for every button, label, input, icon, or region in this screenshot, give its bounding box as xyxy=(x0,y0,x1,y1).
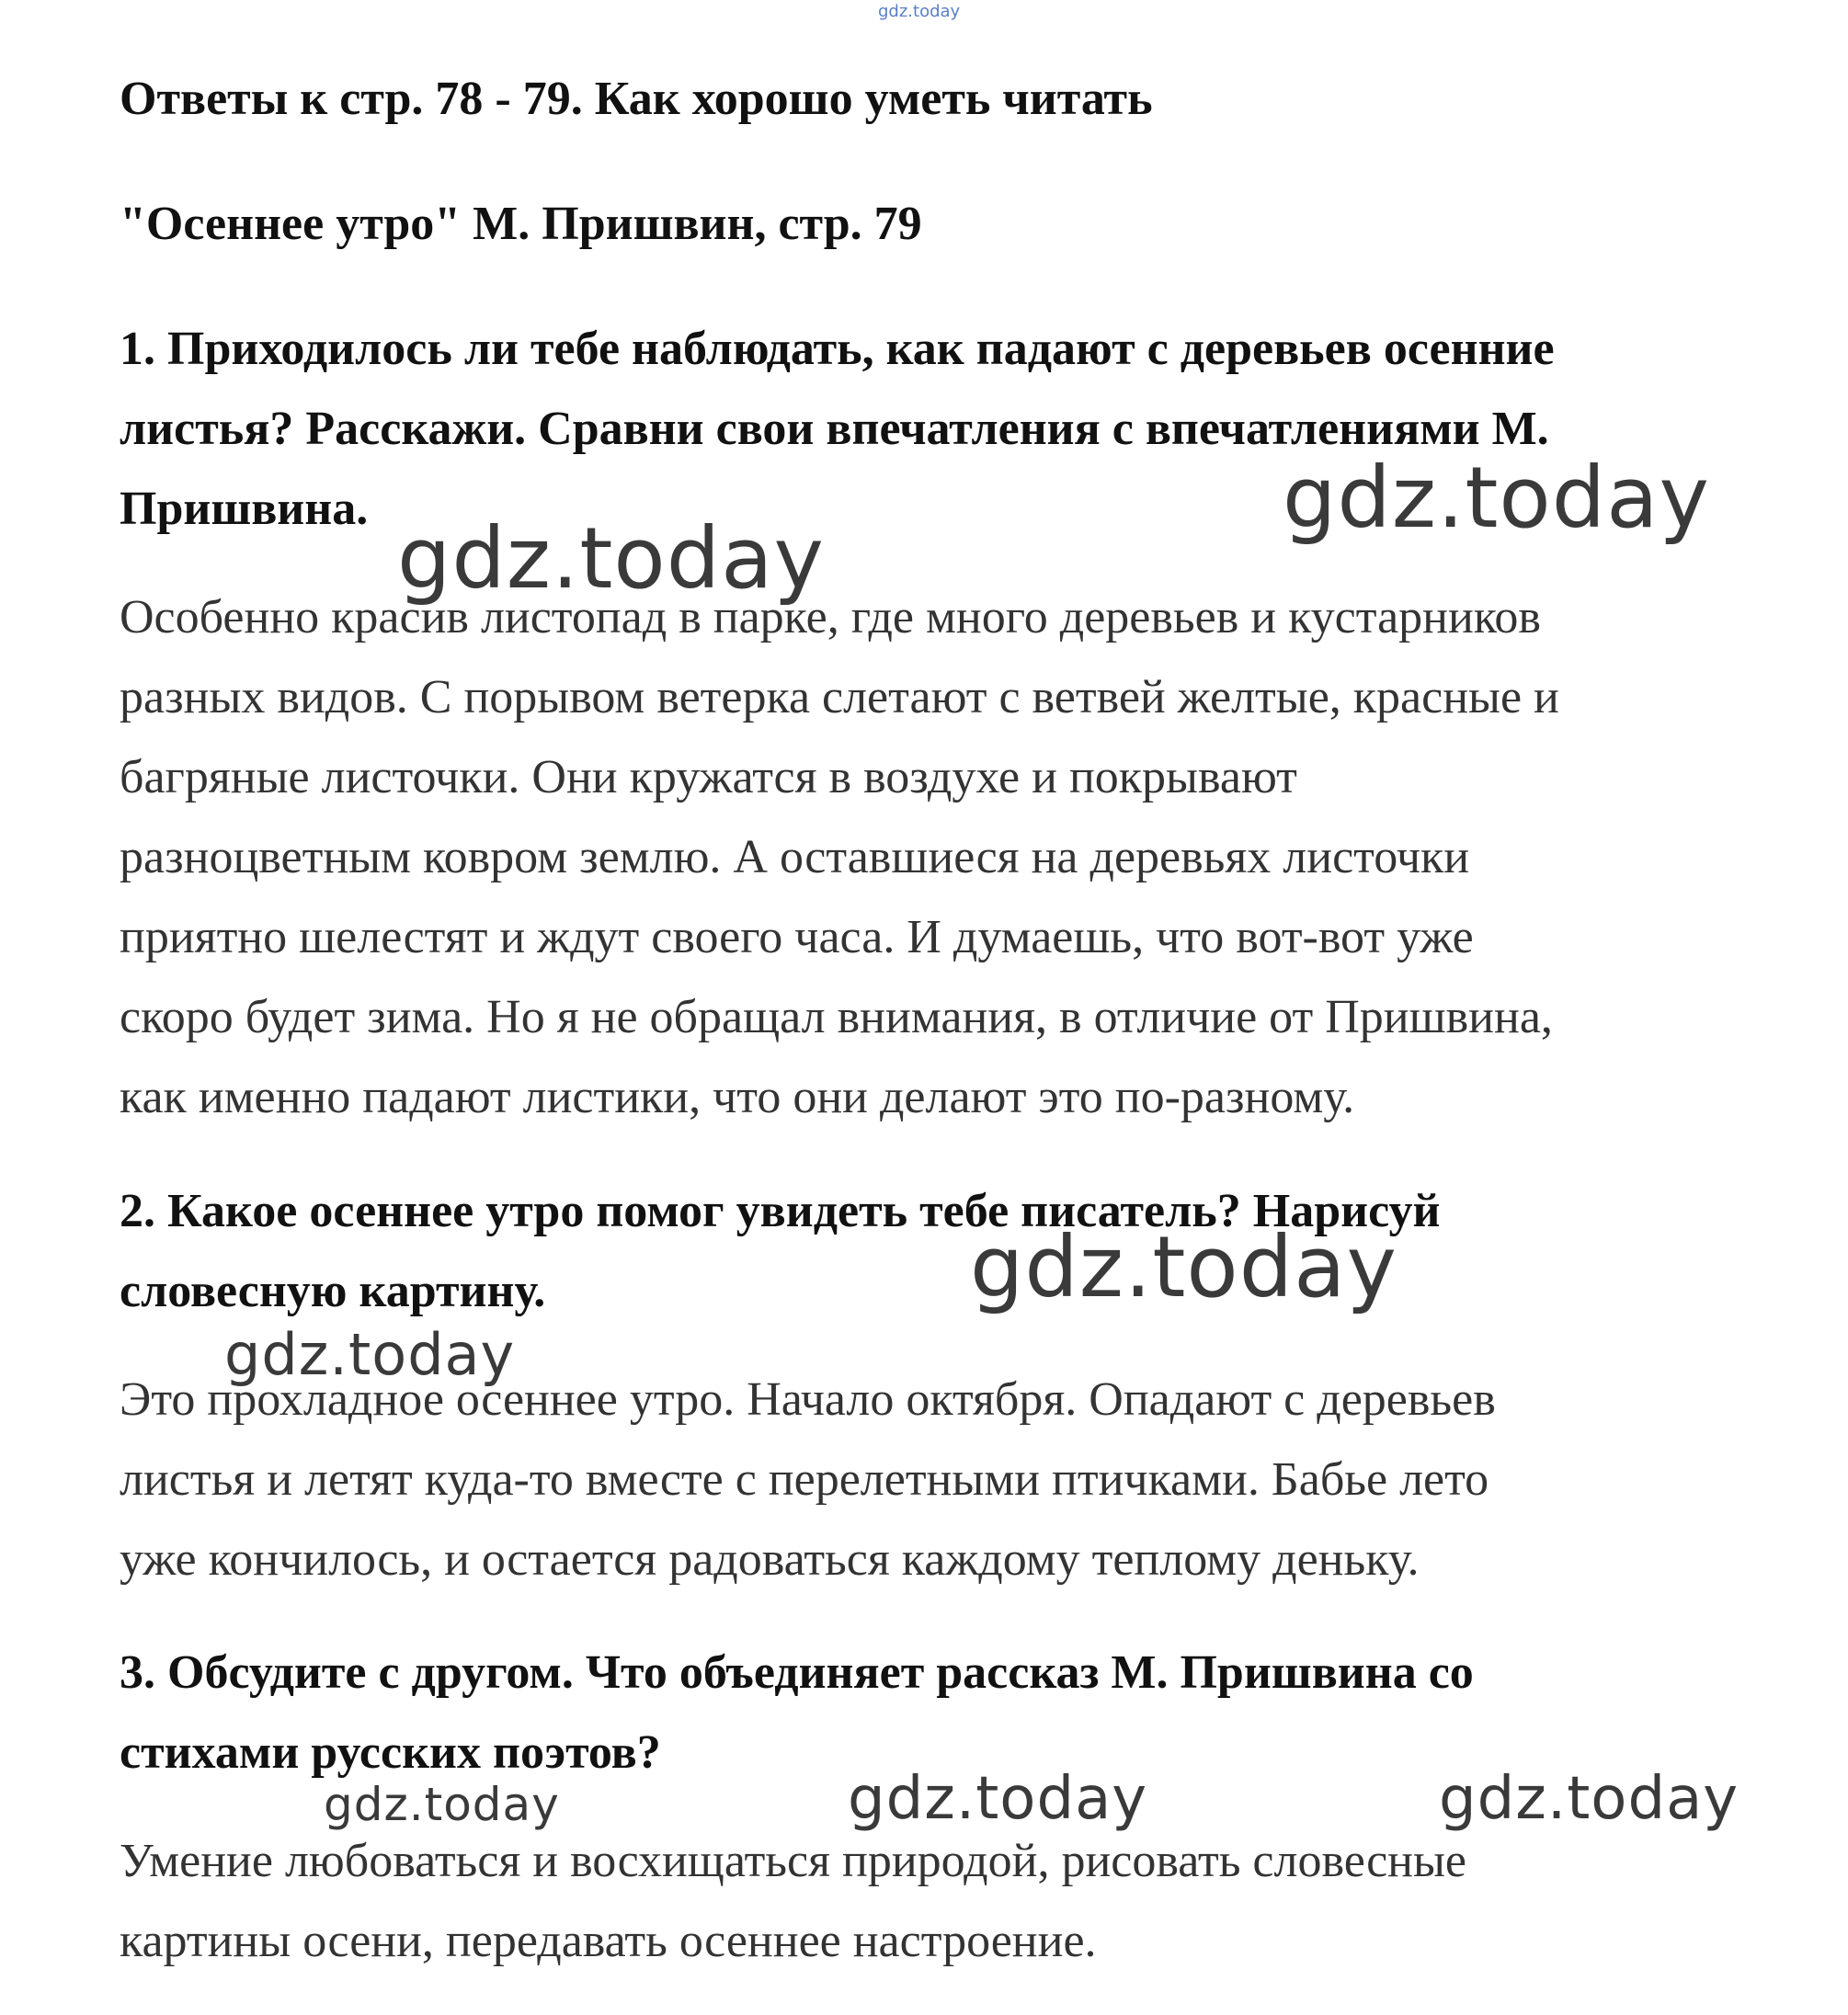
answer-2-line-3: уже кончилось, и остается радоваться каждому теплому деньку. xyxy=(120,1533,1420,1586)
watermark: gdz.today xyxy=(397,509,825,608)
watermark-top: gdz.today xyxy=(878,2,961,21)
answer-1-line-2: разных видов. С порывом ветерка слетают с ветвей желтые, красные и xyxy=(120,671,1559,723)
watermark: gdz.today xyxy=(970,1218,1397,1316)
question-1-line-2: листья? Расскажи. Сравни свои впечатления с впечатлениями М. xyxy=(120,403,1549,455)
answer-1-line-4: разноцветным ковром землю. А оставшиеся на деревьях листочки xyxy=(120,831,1470,883)
watermark: gdz.today xyxy=(324,1778,560,1831)
answer-3-line-1: Умение любоваться и восхищаться природой, рисовать словесные xyxy=(120,1835,1466,1887)
question-3-line-1: 3. Обсудите с другом. Что объединяет рассказ М. Пришвина со xyxy=(120,1646,1474,1699)
question-1-line-1: 1. Приходилось ли тебе наблюдать, как падают с деревьев осенние xyxy=(120,323,1555,375)
page-subtitle: "Осеннее утро" М. Пришвин, стр. 79 xyxy=(120,198,922,250)
question-1-line-3: Пришвина. xyxy=(120,483,369,535)
answer-2-line-1: Это прохладное осеннее утро. Начало октября. Опадают с деревьев xyxy=(120,1373,1496,1426)
answer-3-line-2: картины осени, передавать осеннее настроение. xyxy=(120,1915,1097,1967)
watermark: gdz.today xyxy=(224,1321,516,1388)
watermark: gdz.today xyxy=(1439,1765,1740,1833)
question-2-line-2: словесную картину. xyxy=(120,1265,546,1317)
watermark: gdz.today xyxy=(1283,449,1710,547)
page-title: Ответы к стр. 78 - 79. Как хорошо уметь читать xyxy=(120,73,1153,125)
answer-1-line-6: скоро будет зима. Но я не обращал внимания, в отличие от Пришвина, xyxy=(120,991,1553,1043)
question-2-line-1: 2. Какое осеннее утро помог увидеть тебе писатель? Нарисуй xyxy=(120,1185,1441,1237)
answer-1-line-7: как именно падают листики, что они делают это по-разному. xyxy=(120,1071,1355,1123)
answer-1-line-5: приятно шелестят и ждут своего часа. И думаешь, что вот-вот уже xyxy=(120,911,1474,963)
watermark: gdz.today xyxy=(848,1765,1148,1833)
answer-1-line-1: Особенно красив листопад в парке, где много деревьев и кустарников xyxy=(120,591,1541,643)
question-3-line-2: стихами русских поэтов? xyxy=(120,1726,661,1779)
answer-2-line-2: листья и летят куда-то вместе с перелетными птичками. Бабье лето xyxy=(120,1453,1489,1506)
answer-1-line-3: багряные листочки. Они кружатся в воздухе и покрывают xyxy=(120,751,1297,803)
